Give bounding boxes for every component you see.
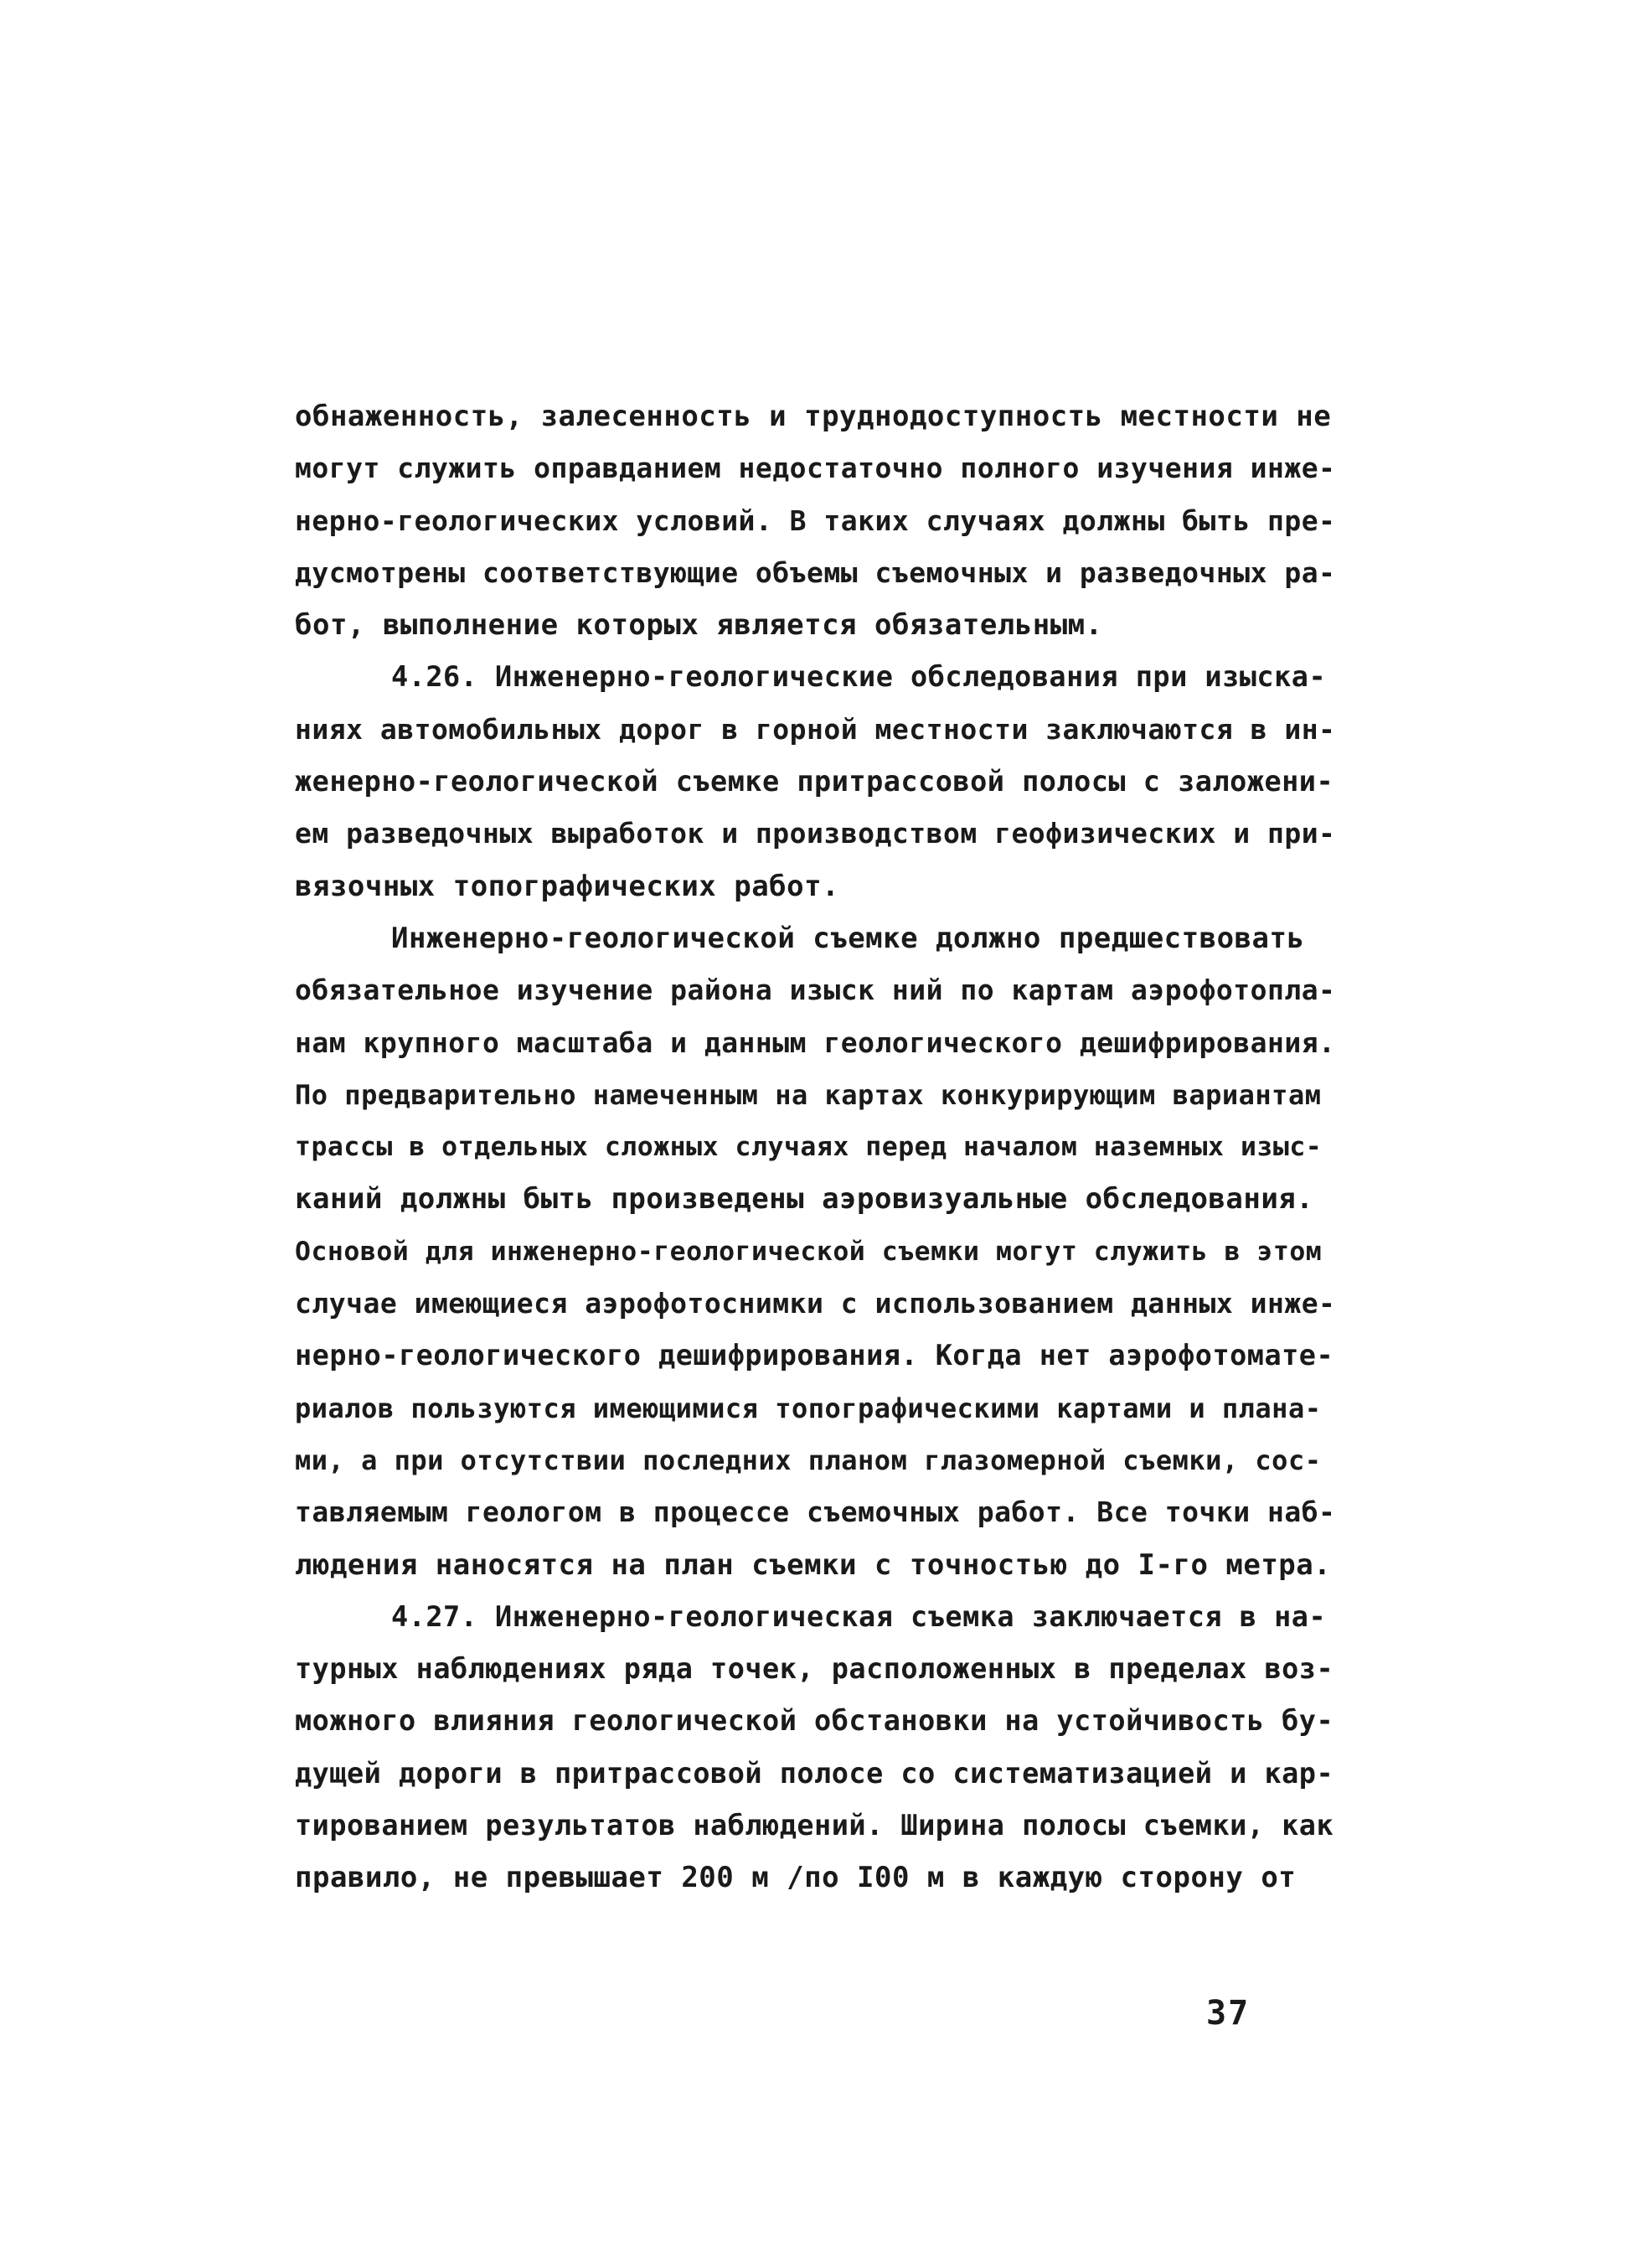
text-line: вязочных топографических работ.	[295, 869, 840, 903]
text-line: ми, а при отсутствии последних планом глазомерной съемки, сос-	[295, 1444, 1322, 1476]
page-number: 37	[1206, 1994, 1251, 2033]
text-line: тированием результатов наблюдений. Ширина полосы съемки, как	[295, 1809, 1334, 1842]
text-line: Инженерно-геологической съемке должно предшествовать	[391, 921, 1305, 955]
text-line: могут служить оправданием недостаточно полного изучения инже-	[295, 452, 1336, 485]
text-line: ниях автомобильных дорог в горной местности заключаются в ин-	[295, 712, 1336, 746]
body-text	[295, 390, 1334, 1904]
text-line: нам крупного масштаба и данным геологического дешифрирования.	[295, 1026, 1336, 1059]
text-line: женерно-геологической съемке притрассовой полосы с заложени-	[295, 765, 1334, 798]
text-line: трассы в отдельных сложных случаях перед началом наземных изыс-	[295, 1132, 1323, 1163]
text-line: 4.26. Инженерно-геологические обследования при изыска-	[391, 660, 1327, 694]
text-line: турных наблюдениях ряда точек, расположенных в пределах воз-	[295, 1652, 1334, 1686]
text-line: ем разведочных выработок и производством геофизических и при-	[295, 817, 1336, 850]
text-line: можного влияния геологической обстановки на устойчивость бу-	[295, 1704, 1334, 1738]
text-line: людения наносятся на план съемки с точностью до I-го метра.	[295, 1547, 1332, 1582]
text-line: дущей дороги в притрассовой полосе со систематизацией и кар-	[295, 1756, 1334, 1790]
text-line: дусмотрены соответствующие объемы съемочных и разведочных ра-	[295, 555, 1336, 589]
text-line: обнаженность, залесенность и труднодоступность местности не	[295, 400, 1332, 433]
text-line: тавляемым геологом в процессе съемочных работ. Все точки наб-	[295, 1496, 1336, 1529]
text-line: нерно-геологического дешифрирования. Когда нет аэрофотомате-	[295, 1339, 1334, 1372]
text-line: каний должны быть произведены аэровизуальные обследования.	[295, 1182, 1314, 1217]
text-line: правило, не превышает 200 м /по I00 м в каждую сторону от	[295, 1861, 1297, 1895]
text-line: риалов пользуются имеющимися топографическими картами и плана-	[295, 1392, 1322, 1424]
text-line: Основой для инженерно-геологической съемки могут служить в этом	[295, 1236, 1323, 1267]
text-line: нерно-геологических условий. В таких случаях должны быть пре-	[295, 504, 1336, 537]
text-line: По предварительно намеченным на картах конкурирующим вариантам	[295, 1078, 1322, 1111]
text-line: случае имеющиеся аэрофотоснимки с использованием данных инже-	[295, 1287, 1336, 1320]
text-line: обязательное изучение района изыск ний по картам аэрофотопла-	[295, 974, 1336, 1007]
text-line: 4.27. Инженерно-геологическая съемка заключается в на-	[391, 1599, 1327, 1633]
text-line: бот, выполнение которых является обязательным.	[295, 608, 1103, 643]
